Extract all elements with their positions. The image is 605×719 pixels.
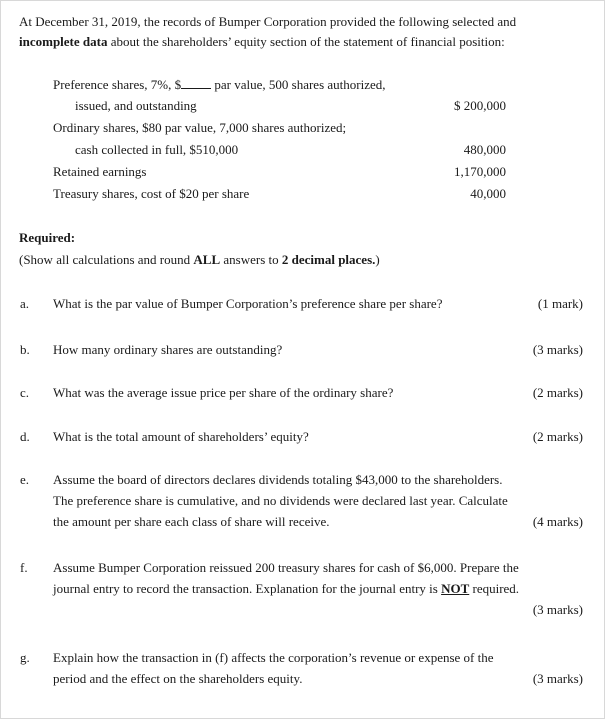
question-marks: (3 marks) <box>532 671 583 686</box>
ord-label-b: cash collected in full, $510,000 <box>75 142 239 157</box>
question-letter: b. <box>20 342 30 357</box>
question-text-line1: Explain how the transaction in (f) affects the corporation’s revenue or expense of the <box>53 650 494 665</box>
question-marks: (3 marks) <box>532 602 583 617</box>
equity-row-treasury <box>0 184 605 204</box>
question-text-line1: Assume Bumper Corporation reissued 200 treasury shares for cash of $6,000. Prepare the <box>53 560 519 575</box>
equity-row-ordinary-cont <box>0 140 605 160</box>
question-text: How many ordinary shares are outstanding? <box>53 342 283 357</box>
ts-label: Treasury shares, cost of $20 per share <box>53 186 250 201</box>
pref-label-a: Preference shares, 7%, $ <box>53 77 182 92</box>
intro-bold: incomplete data <box>19 34 108 49</box>
question-marks: (2 marks) <box>532 429 583 444</box>
question-marks: (3 marks) <box>532 342 583 357</box>
question-marks: (2 marks) <box>532 385 583 400</box>
question-f <box>0 558 605 624</box>
question-text-line2: The preference share is cumulative, and no dividends were declared last year. Calculate <box>53 493 508 508</box>
question-text-line3: the amount per share each class of share will receive. <box>53 514 330 529</box>
required-heading: Required: <box>19 230 76 245</box>
pref-amount: $ 200,000 <box>454 98 506 113</box>
not-emphasis: NOT <box>441 581 470 596</box>
intro-line1: At December 31, 2019, the records of Bumper Corporation provided the following selected and <box>19 14 517 29</box>
question-e <box>0 470 605 536</box>
question-text-line2: period and the effect on the shareholders equity. <box>53 671 303 686</box>
equity-row-retained <box>0 162 605 182</box>
re-amount: 1,170,000 <box>454 164 506 179</box>
equity-row-ordinary <box>0 118 605 138</box>
question-text: What is the par value of Bumper Corporation’s preference share per share? <box>53 296 443 311</box>
question-letter: a. <box>20 296 30 311</box>
par-value-blank <box>181 76 211 89</box>
ts-amount: 40,000 <box>470 186 506 201</box>
intro-line2: about the shareholders’ equity section of the statement of financial position: <box>107 34 505 49</box>
question-letter: f. <box>20 560 28 575</box>
pref-label-b: par value, 500 shares authorized, <box>214 77 386 92</box>
ord-amount: 480,000 <box>463 142 506 157</box>
equity-row-preference <box>0 75 605 95</box>
question-letter: c. <box>20 385 30 400</box>
ord-label-a: Ordinary shares, $80 par value, 7,000 shares authorized; <box>53 120 347 135</box>
question-g <box>0 648 605 692</box>
question-text: What is the total amount of shareholders’ equity? <box>53 429 309 444</box>
question-marks: (4 marks) <box>532 514 583 529</box>
intro-paragraph <box>19 12 594 52</box>
re-label: Retained earnings <box>53 164 147 179</box>
question-letter: d. <box>20 429 30 444</box>
question-letter: g. <box>20 650 30 665</box>
equity-row-preference-cont <box>0 96 605 116</box>
question-letter: e. <box>20 472 30 487</box>
question-text-line1: Assume the board of directors declares dividends totaling $43,000 to the shareholders. <box>53 472 503 487</box>
question-text-line2: journal entry to record the transaction. Explanation for the journal entry is NOT required. <box>53 581 520 596</box>
pref-label-c: issued, and outstanding <box>75 98 197 113</box>
required-note: (Show all calculations and round ALL answers to 2 decimal places.) <box>19 252 380 267</box>
question-text: What was the average issue price per share of the ordinary share? <box>53 385 394 400</box>
question-marks: (1 mark) <box>537 296 583 311</box>
